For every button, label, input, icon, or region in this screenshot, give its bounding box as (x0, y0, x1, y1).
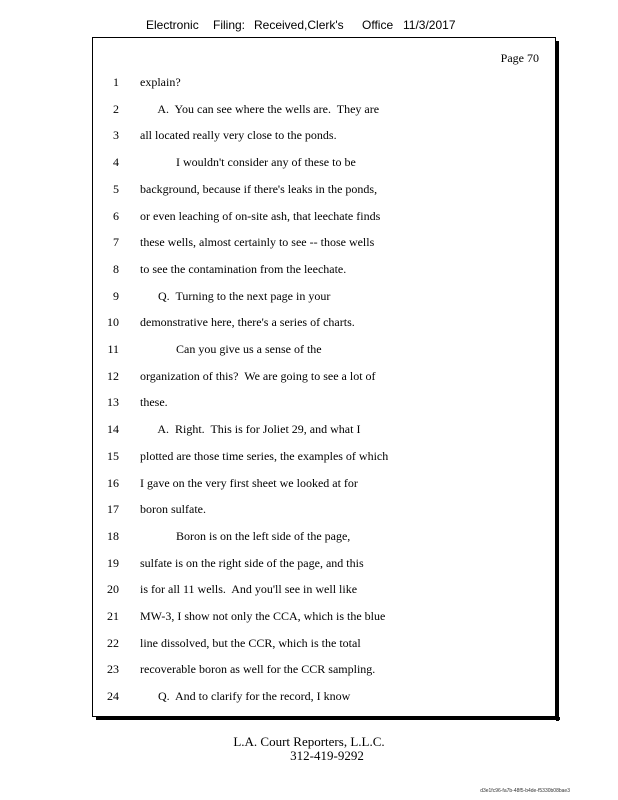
line-text: Q. And to clarify for the record, I know (140, 689, 351, 704)
filing-office: Office (362, 18, 394, 32)
transcript-line (93, 315, 553, 331)
line-text: background, because if there's leaks in the ponds, (140, 181, 378, 196)
line-text: demonstrative here, there's a series of charts. (140, 315, 355, 330)
transcript-line (93, 128, 553, 144)
line-number: 12 (107, 368, 119, 383)
line-text: I wouldn't consider any of these to be (140, 155, 356, 170)
line-text: organization of this? We are going to see a lot of (140, 368, 376, 383)
line-number: 17 (107, 502, 119, 517)
transcript-line (93, 395, 553, 411)
filing-date: 11/3/2017 (403, 18, 456, 32)
court-reporter-phone: 312-419-9292 (290, 748, 364, 763)
line-text: is for all 11 wells. And you'll see in well like (140, 582, 358, 597)
line-number: 15 (107, 448, 119, 463)
transcript-page (92, 37, 556, 717)
line-text: sulfate is on the right side of the page, and this (140, 555, 364, 570)
transcript-line (93, 689, 553, 705)
line-number: 14 (107, 422, 119, 437)
filing-label: Filing: (213, 18, 246, 32)
line-text: Can you give us a sense of the (140, 342, 322, 356)
document-id: d3e1fc96-fa7b-48f5-b4de-f5330b08bae3 (480, 788, 570, 794)
line-number: 16 (107, 475, 119, 490)
line-text: these. (140, 395, 168, 410)
line-text: A. Right. This is for Joliet 29, and what I (140, 422, 361, 437)
line-number: 9 (113, 288, 119, 303)
transcript-line (93, 155, 553, 171)
line-number: 7 (113, 235, 119, 250)
transcript-line (93, 342, 553, 358)
line-number: 22 (107, 635, 119, 650)
transcript-line (93, 529, 553, 545)
transcript-line (93, 182, 553, 198)
line-text: or even leaching of on-site ash, that leechate finds (140, 208, 381, 223)
line-text: to see the contamination from the leechate. (140, 261, 347, 276)
line-number: 8 (113, 261, 119, 276)
line-number: 3 (113, 128, 119, 143)
transcript-line (93, 582, 553, 598)
transcript-line (93, 102, 553, 118)
transcript-line (93, 75, 553, 91)
line-number: 11 (107, 342, 119, 356)
line-number: 19 (107, 555, 119, 570)
filing-received: Received,Clerk's (254, 18, 344, 32)
transcript-line (93, 235, 553, 251)
line-text: explain? (140, 75, 181, 89)
filing-electronic: Electronic (146, 18, 199, 32)
line-text: boron sulfate. (140, 502, 206, 517)
transcript-line (93, 369, 553, 385)
transcript-line (93, 262, 553, 278)
line-number: 4 (113, 155, 119, 170)
line-text: line dissolved, but the CCR, which is the total (140, 635, 361, 650)
line-number: 13 (107, 395, 119, 410)
transcript-line (93, 609, 553, 625)
line-number: 6 (113, 208, 119, 223)
transcript-line (93, 556, 553, 572)
transcript-line (93, 422, 553, 438)
line-text: Q. Turning to the next page in your (140, 288, 331, 303)
transcript-line (93, 502, 553, 518)
line-number: 2 (113, 101, 119, 116)
line-text: plotted are those time series, the examples of which (140, 448, 389, 463)
line-number: 10 (107, 315, 119, 330)
line-number: 5 (113, 181, 119, 196)
electronic-filing-header (0, 18, 618, 34)
line-text: these wells, almost certainly to see -- those wells (140, 235, 375, 250)
line-number: 24 (107, 689, 119, 704)
transcript-line (93, 476, 553, 492)
line-text: I gave on the very first sheet we looked at for (140, 475, 358, 490)
transcript-line (93, 636, 553, 652)
line-text: recoverable boron as well for the CCR sampling. (140, 662, 376, 677)
line-number: 20 (107, 582, 119, 597)
transcript-line (93, 449, 553, 465)
page-number: Page 70 (500, 51, 539, 65)
line-number: 18 (107, 528, 119, 543)
transcript-line (93, 289, 553, 305)
line-text: Boron is on the left side of the page, (140, 528, 351, 543)
line-text: MW-3, I show not only the CCA, which is the blue (140, 609, 386, 623)
transcript-line (93, 209, 553, 225)
line-number: 23 (107, 662, 119, 677)
line-number: 1 (113, 75, 119, 89)
line-text: A. You can see where the wells are. They are (140, 101, 380, 116)
line-number: 21 (107, 609, 119, 623)
line-text: all located really very close to the ponds. (140, 128, 337, 143)
transcript-line (93, 662, 553, 678)
court-reporter-name: L.A. Court Reporters, L.L.C. (233, 734, 385, 749)
